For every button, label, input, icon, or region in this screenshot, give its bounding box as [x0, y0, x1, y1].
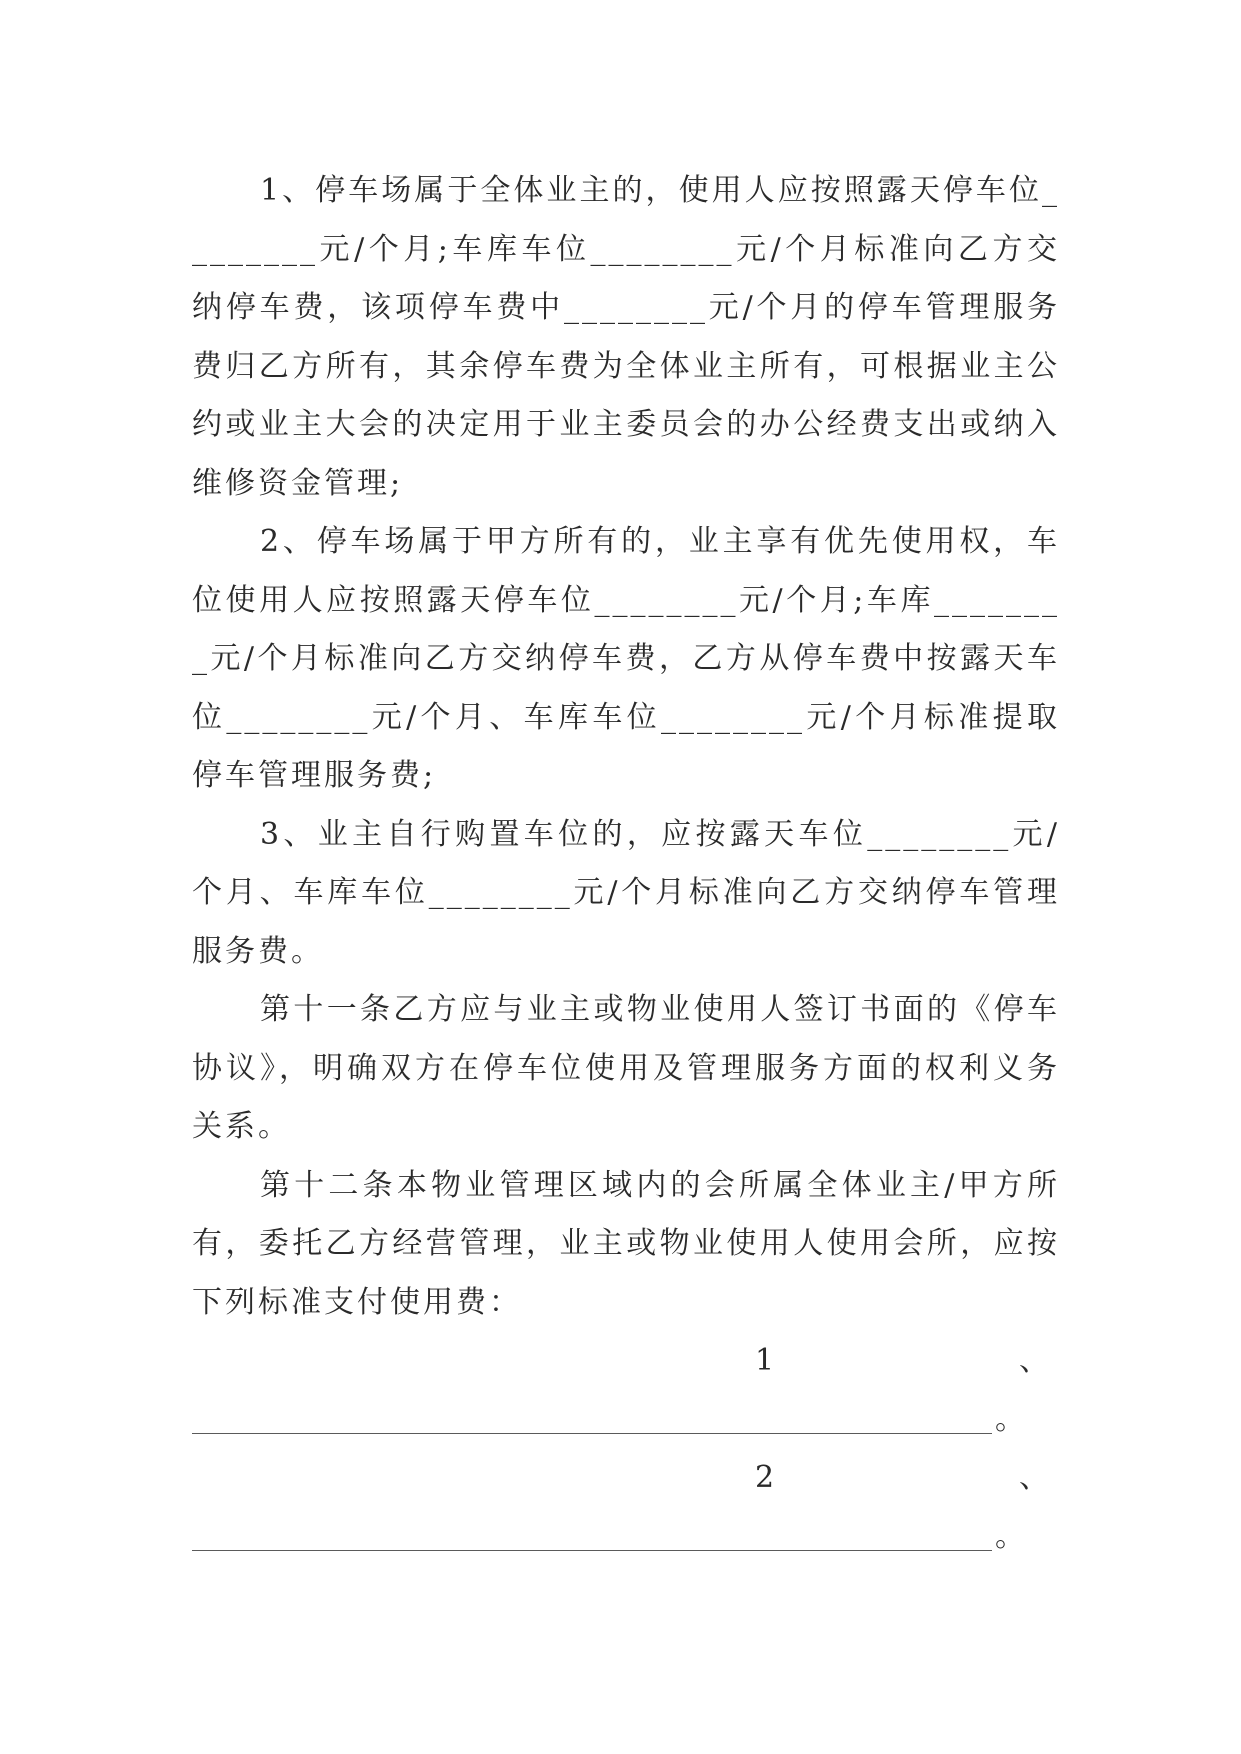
- clause-paragraph-1: 1、停车场属于全体业主的，使用人应按照露天停车位________元/个月;车库车位________元/个月标准向乙方交纳停车费，该项停车费中________元/个月的停车管理服务费归乙方所有，其余停车费为全体业主所有，可根据业主公约或业主大会的决定用于业主委员会的办公经费支出或纳入维修资金管理;: [192, 173, 1060, 501]
- blank-underline: [192, 1433, 992, 1434]
- fee-item-number: 1: [755, 1343, 778, 1378]
- fee-item-number: 2: [755, 1460, 778, 1495]
- article-12-paragraph: 第十二条本物业管理区域内的会所属全体业主/甲方所有，委托乙方经营管理，业主或物业使用人使用会所，应按下列标准支付使用费：: [192, 1167, 1060, 1320]
- fee-item-end-mark: 。: [995, 1518, 1028, 1554]
- fee-item-mark: 、: [1019, 1343, 1052, 1378]
- document-body: [192, 162, 1060, 1566]
- clause-paragraph-3: 3、业主自行购置车位的，应按露天车位________元/个月、车库车位________元/个月标准向乙方交纳停车管理服务费。: [192, 816, 1060, 969]
- clause-paragraph-2: 2、停车场属于甲方所有的，业主享有优先使用权，车位使用人应按照露天停车位________元/个月;车库________元/个月标准向乙方交纳停车费，乙方从停车费中按露天车位________元/个月、车库车位________元/个月标准提取停车管理服务费;: [192, 524, 1060, 793]
- fee-item-header: [192, 1332, 1060, 1391]
- fee-item-1: [192, 1332, 1060, 1449]
- fee-item-end-mark: 。: [995, 1401, 1028, 1437]
- fee-item-2: [192, 1449, 1060, 1566]
- blank-underline: [192, 1550, 992, 1551]
- fee-item-blank: [192, 1391, 1060, 1450]
- article-11-paragraph: 第十一条乙方应与业主或物业使用人签订书面的《停车协议》，明确双方在停车位使用及管理服务方面的权利义务关系。: [192, 992, 1060, 1144]
- fee-item-header: [192, 1449, 1060, 1508]
- fee-item-blank: [192, 1508, 1060, 1567]
- fee-item-mark: 、: [1019, 1460, 1052, 1495]
